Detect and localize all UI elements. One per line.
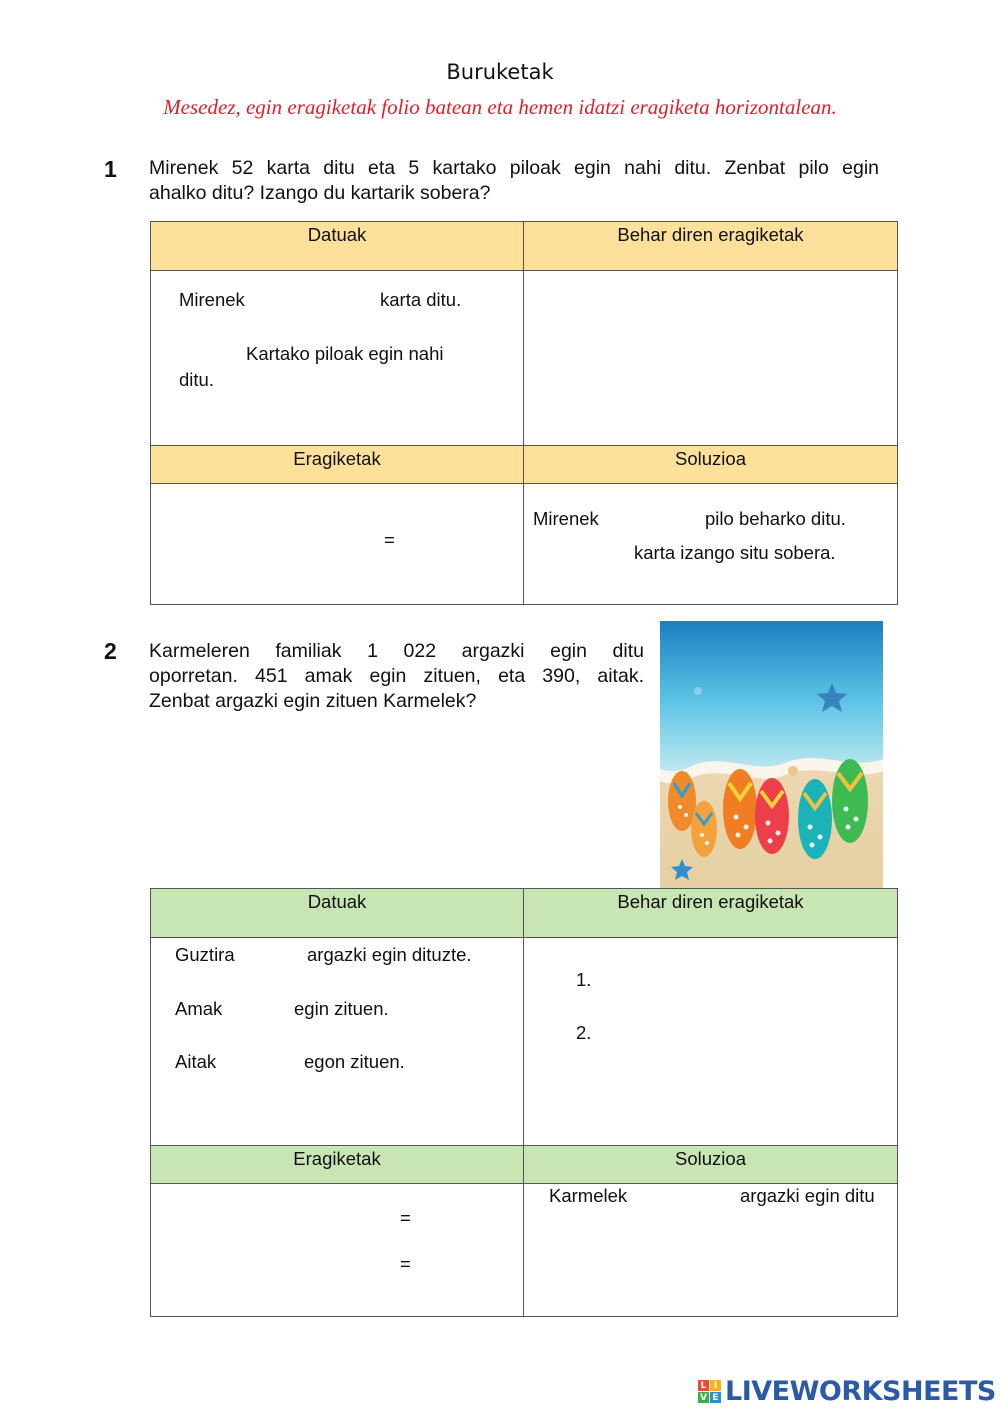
problem-2-table [150, 888, 898, 1317]
header-ops-needed: Behar diren eragiketak [524, 222, 898, 271]
data-label: Aitak [175, 1051, 217, 1072]
problem-1-text [149, 156, 879, 206]
header-solution: Soluzioa [524, 1146, 898, 1184]
data-label: Mirenek [179, 289, 245, 310]
problem-2-text-line: Karmeleren familiak 1 022 argazki egin ditu [149, 640, 644, 662]
equals-sign: = [400, 1207, 411, 1228]
logo-text: LIVEWORKSHEETS [725, 1376, 996, 1407]
data-label: Guztira [175, 944, 235, 965]
operations-cell[interactable] [151, 484, 524, 605]
logo-mark-icon [698, 1380, 721, 1403]
header-data: Datuak [151, 222, 524, 271]
solution-cell[interactable] [524, 484, 898, 605]
problem-1-table [150, 221, 898, 605]
problem-1-text-line: Mirenek 52 karta ditu eta 5 kartako piloak egin nahi ditu. Zenbat pilo egin [149, 157, 879, 179]
data-label: egon zituen. [304, 1051, 405, 1072]
logo-letter: E [710, 1392, 721, 1403]
solution-cell[interactable] [524, 1184, 898, 1317]
equals-sign: = [400, 1253, 411, 1274]
problem-1-text-line: ahalko ditu? Izango du kartarik sobera? [149, 182, 491, 204]
data-label: Kartako piloak egin nahi [246, 343, 444, 364]
data-cell[interactable] [151, 271, 524, 446]
solution-label: argazki egin ditu [740, 1185, 875, 1206]
header-solution: Soluzioa [524, 446, 898, 484]
header-data: Datuak [151, 889, 524, 938]
page-title: Buruketak [446, 60, 554, 84]
logo-letter: L [698, 1380, 709, 1391]
solution-label: Karmelek [549, 1185, 628, 1206]
problem-2-number: 2 [104, 638, 117, 664]
data-label: egin zituen. [294, 998, 389, 1019]
equals-sign: = [384, 529, 395, 550]
solution-label: karta izango situ sobera. [634, 542, 836, 563]
step-label: 2. [576, 1022, 592, 1043]
problem-2-text [149, 639, 644, 714]
problem-2-text-line: oporretan. 451 amak egin zituen, eta 390, aitak. [149, 665, 644, 687]
step-label: 1. [576, 969, 592, 990]
beach-flipflops-image [660, 621, 883, 888]
logo-letter: I [710, 1380, 721, 1391]
data-label: karta ditu. [380, 289, 462, 310]
instruction-text: Mesedez, egin eragiketak folio batean eta hemen idatzi eragiketa horizontalean. [163, 95, 837, 119]
liveworksheets-logo [698, 1376, 996, 1407]
solution-label: pilo beharko ditu. [705, 508, 846, 529]
solution-label: Mirenek [533, 508, 599, 529]
problem-2-text-line: Zenbat argazki egin zituen Karmelek? [149, 690, 477, 712]
ops-needed-cell[interactable] [524, 938, 898, 1146]
logo-letter: V [698, 1392, 709, 1403]
ops-needed-cell[interactable] [524, 271, 898, 446]
problem-1-number: 1 [104, 156, 117, 182]
header-operations: Eragiketak [151, 446, 524, 484]
data-cell[interactable] [151, 938, 524, 1146]
operations-cell[interactable] [151, 1184, 524, 1317]
header-operations: Eragiketak [151, 1146, 524, 1184]
header-ops-needed: Behar diren eragiketak [524, 889, 898, 938]
data-label: Amak [175, 998, 223, 1019]
data-label: argazki egin dituzte. [307, 944, 472, 965]
data-label: ditu. [179, 369, 214, 390]
